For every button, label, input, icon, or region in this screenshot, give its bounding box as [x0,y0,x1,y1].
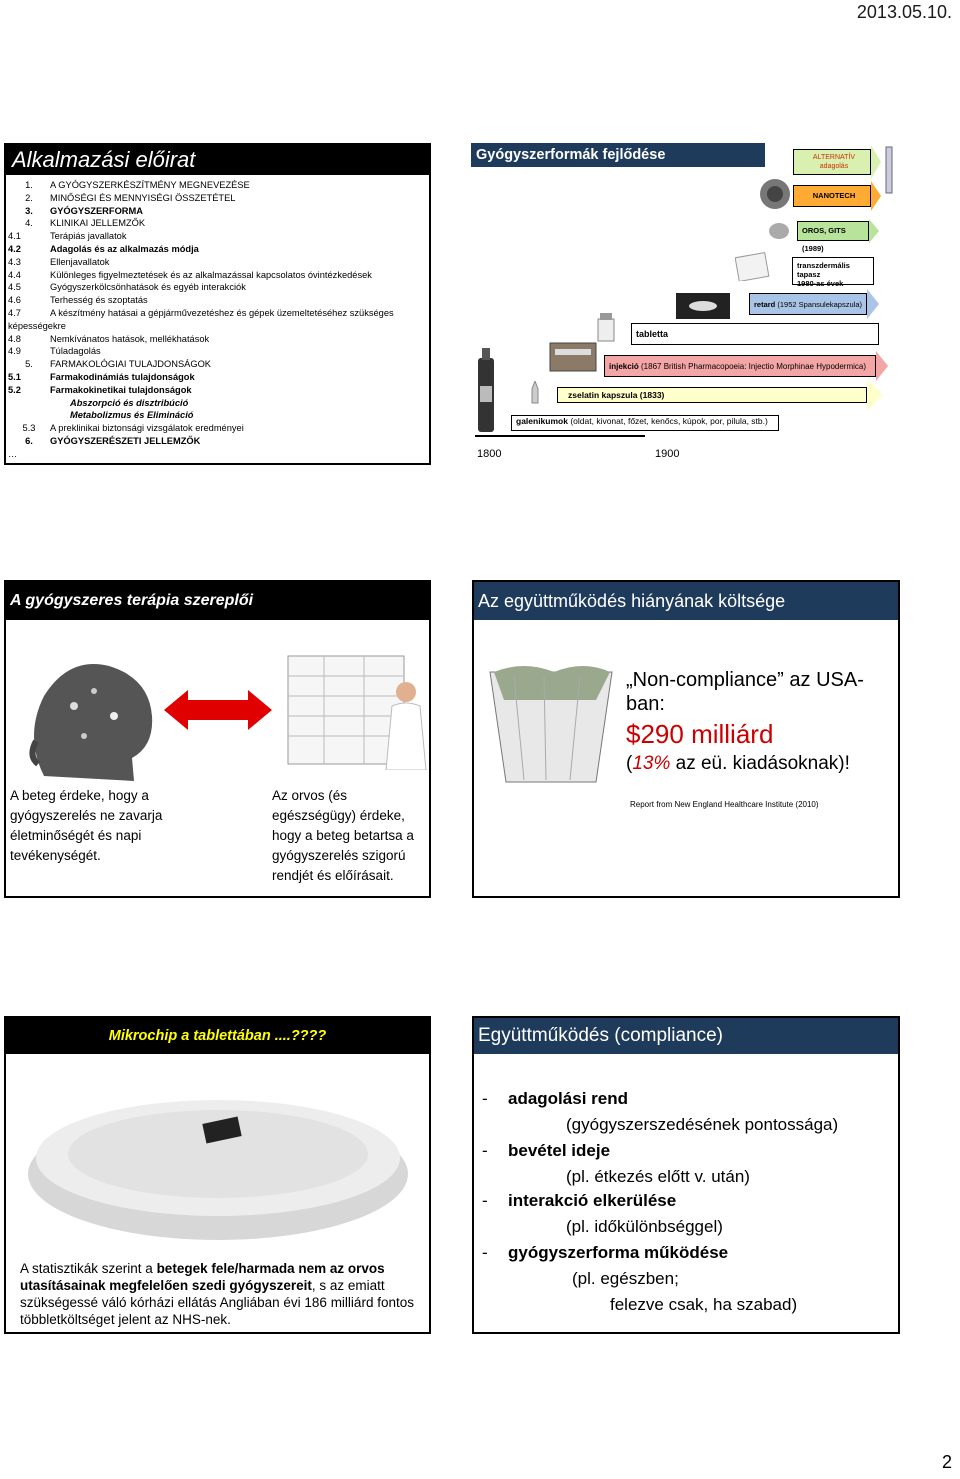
list-number: 4.5 [8,282,21,293]
list-item: Adagolás és az alkalmazás módja [50,243,199,254]
non-compliance-line2: ban: [626,693,665,715]
slide-egyuttmukodes-compliance [472,1016,900,1334]
list-item: Farmakodinámiás tulajdonságok [50,371,195,382]
list-number: 4.9 [8,346,21,357]
list-item: MINŐSÉGI ÉS MENNYISÉGI ÖSSZETÉTEL [50,192,236,203]
tablet-bottle-photo [595,313,617,343]
bar-retard [749,293,867,315]
slide-title: Az együttműködés hiányának költsége [474,582,898,620]
bar-transzdermalis [792,257,874,288]
compliance-item-detail: (pl. időkülönbséggel) [566,1217,723,1236]
list-number: 2. [25,192,33,203]
bar-label: NANOTECH [812,191,856,200]
list-number: 1. [25,180,33,190]
ampoule-photo [529,381,541,405]
list-dash: - [482,1089,488,1108]
arrowhead [869,219,879,243]
list-item: Farmakokinetikai tulajdonságok [50,384,192,395]
list-item: Különleges figyelmeztetések és az alkalmazással kapcsolatos óvintézkedések [50,269,372,280]
statistics-text-part: A statisztikák szerint a [20,1261,157,1276]
compliance-item-detail: felezve csak, ha szabad) [610,1295,798,1314]
slide-title: Alkalmazási előirat [6,145,429,175]
arrowhead [867,289,879,319]
list-number: 4.1 [8,231,21,242]
list-number: 4.4 [8,269,21,280]
nanoparticle-photo [757,177,793,211]
bar-nanotech [793,185,871,207]
arrowhead [871,181,881,211]
syringe-box-photo [549,339,597,373]
retard-capsule-photo [676,293,730,319]
axis-label-1800: 1800 [477,448,502,460]
list-item: Túladagolás [50,346,101,357]
list-ellipsis: … [8,448,18,459]
bar-zselatin-kapszula [557,387,867,403]
bar-label: adagolás [819,163,849,170]
bar-alternativ-adagolas [793,149,871,175]
list-number: 5. [25,359,33,370]
slide-title: Mikrochip a tablettában ....???? [6,1018,429,1054]
list-item: képességekre [8,320,66,331]
spc-section-list [8,179,427,461]
list-item: Terápiás javallatok [50,231,127,242]
list-subitem: Metabolizmus és Elimináció [70,410,194,421]
bar-label: ALTERNATÍV [812,154,856,161]
list-item: Nemkívánatos hatások, mellékhatások [50,333,210,344]
list-number: 5.3 [22,423,36,434]
slide-title: A gyógyszeres terápia szereplői [6,582,429,620]
compliance-item-head: adagolási rend [508,1089,628,1108]
slide-egyuttmukodes-koltsege [472,580,900,898]
slide-terapia-szereploi [4,580,431,898]
compliance-item-detail: (gyógyszerszedésének pontossága) [566,1115,839,1134]
statistics-text [20,1260,420,1328]
compliance-item-head: gyógyszerforma működése [508,1243,729,1262]
arrowhead [871,145,881,179]
doctor-chart-illustration [268,652,428,770]
bar-label-bold: injekció [609,362,639,371]
compliance-item-head: bevétel ideje [508,1141,611,1160]
bar-injekcio [604,355,876,377]
bar-label-bold: galenikumok [516,416,568,426]
compliance-item-head: interakció elkerülése [508,1191,677,1210]
arrowhead [876,351,888,381]
oros-tablet-photo [767,221,791,241]
list-number: 4.8 [8,333,21,344]
double-arrow-icon [164,690,272,730]
microchip-tablet-photo [6,1054,429,1254]
list-item: A készítmény hatásai a gépjárművezetéshez és gépek üzemeltetéséhez szükséges [50,307,394,318]
list-item: GYÓGYSZERÉSZETI JELLEMZŐK [50,435,201,446]
list-dash: - [482,1141,488,1160]
list-subitem: Abszorpció és disztribúció [70,397,189,408]
bar-label: (1867 British Pharmacopoeia: Injectio Morphinae Hypodermica) [638,362,867,371]
slide-mikrochip [4,1016,431,1334]
report-source: Report from New England Healthcare Institute (2010) [630,800,819,809]
cost-percentage [626,752,850,776]
patch-photo [735,251,775,281]
bar-oros-gits [797,221,869,253]
bar-label: transzdermális tapasz [797,261,850,279]
patient-interest-text: A beteg érdeke, hogy a gyógyszerelés ne zavarja életminőségét és napi tevékenységét. [10,788,163,863]
bar-label: (1952 Spansulekapszula) [775,300,862,309]
doctor-interest-text: Az orvos (és egészségügy) érdeke, hogy a beteg betartsa a gyógyszerelés szigorú rendjét és előírásait. [272,788,414,883]
list-dash: - [482,1243,488,1262]
cost-percentage-open: ( [626,753,633,774]
list-number: 3. [25,205,33,216]
non-compliance-line1: „Non-compliance” az USA- [626,669,864,691]
list-item: A GYÓGYSZERKÉSZÍTMÉNY MEGNEVEZÉSE [50,180,250,190]
list-item: Terhesség és szoptatás [50,295,148,306]
compliance-item-detail: (pl. étkezés előtt v. után) [566,1167,750,1186]
list-item: Gyógyszerkölcsönhatások és egyéb interakciók [50,282,246,293]
list-number: 4.3 [8,256,21,267]
timeline-axis [475,435,645,437]
list-item: FARMAKOLÓGIAI TULAJDONSÁGOK [50,359,212,370]
list-number: 5.2 [8,384,21,395]
bar-label: (oldat, kivonat, főzet, kenőcs, kúpok, por, pilula, stb.) [567,416,768,426]
bar-label: 1980-as évek [797,279,844,288]
list-number: 4.6 [8,295,21,306]
cost-percentage-value: 13% [632,753,671,774]
list-number: 4. [25,218,33,229]
list-dash: - [482,1191,488,1210]
list-item: KLINIKAI JELLEMZŐK [50,218,146,229]
bar-label: zselatin kapszula (1833) [568,390,665,400]
header-date: 2013.05.10. [856,2,952,22]
compliance-item-detail: (pl. egészben; [572,1269,679,1288]
inhaler-photo [879,143,899,197]
bottle-photo [474,348,498,434]
bar-label-bold: retard [754,300,776,309]
bar-label: OROS, GITS (1989) [802,226,846,253]
bar-label: tabletta [636,329,669,339]
cost-percentage-rest: az eü. kiadásoknak)! [670,753,850,774]
slide-title: Együttműködés (compliance) [474,1018,898,1054]
list-number: 4.7 [8,307,21,318]
list-number: 6. [25,435,33,446]
statistics-text-part: , s az emiatt szükségessé váló kórházi ellátás Angliában évi 186 milliárd fontos többletköltséget jelent az NHS-nek. [20,1278,414,1327]
page-number: 2 [941,1452,952,1472]
list-item: GYÓGYSZERFORMA [50,205,143,216]
list-number: 4.2 [8,243,21,254]
money-wastebasket-illustration [484,664,618,786]
slide-title: Gyógyszerformák fejlődése [471,143,765,167]
statistics-text-bold: betegek fele/harmada nem az orvos utasításainak megfelelően szedi gyógyszereit [20,1261,385,1293]
bar-galenikumok [511,415,779,431]
slide-gyogyszerformak-fejlodese [471,143,901,465]
slide-alkalmazasi-eloirat [4,143,431,465]
arrowhead [867,379,883,411]
list-number: 5.1 [8,371,21,382]
list-item: A preklinikai biztonsági vizsgálatok eredményei [50,423,244,434]
bar-tabletta [631,323,879,345]
axis-label-1900: 1900 [655,448,680,460]
pill-head-illustration [14,646,160,786]
list-item: Ellenjavallatok [50,256,110,267]
cost-amount: $290 milliárd [626,719,774,749]
